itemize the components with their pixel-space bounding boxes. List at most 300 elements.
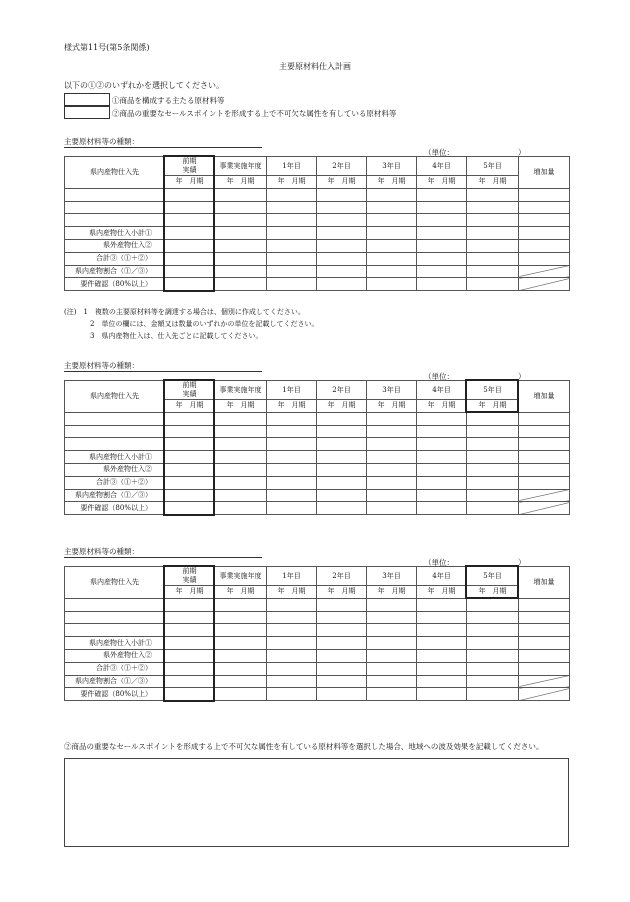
input-cell[interactable] xyxy=(467,412,519,425)
input-cell[interactable] xyxy=(165,489,215,502)
unit-label-close: ） xyxy=(518,372,526,381)
input-cell[interactable] xyxy=(367,502,417,515)
disabled-cell xyxy=(519,278,570,291)
input-cell[interactable] xyxy=(165,502,215,515)
input-cell[interactable] xyxy=(417,675,467,688)
table-row xyxy=(65,412,570,425)
input-cell[interactable] xyxy=(467,438,519,451)
input-cell[interactable] xyxy=(317,425,367,438)
table-row xyxy=(65,675,570,688)
input-cell[interactable] xyxy=(367,438,417,451)
row-label: 要件確認（80%以上） xyxy=(65,502,165,515)
input-cell[interactable] xyxy=(519,438,570,451)
input-cell[interactable] xyxy=(417,425,467,438)
input-cell[interactable] xyxy=(165,412,215,425)
input-cell[interactable] xyxy=(519,252,570,265)
input-cell[interactable] xyxy=(65,611,165,624)
input-cell[interactable] xyxy=(417,252,467,265)
input-cell[interactable] xyxy=(417,502,467,515)
table-row xyxy=(65,502,570,515)
input-cell[interactable] xyxy=(317,214,367,227)
input-cell[interactable] xyxy=(165,214,215,227)
input-cell[interactable] xyxy=(165,649,215,662)
table-row xyxy=(65,662,570,675)
header-year-2: 2年目 xyxy=(317,381,367,400)
input-cell[interactable] xyxy=(519,451,570,464)
input-cell[interactable] xyxy=(65,438,165,451)
input-cell[interactable] xyxy=(267,278,317,291)
input-cell[interactable] xyxy=(417,278,467,291)
input-cell[interactable] xyxy=(417,463,467,476)
input-cell[interactable] xyxy=(317,412,367,425)
input-cell[interactable] xyxy=(417,239,467,252)
input-cell[interactable] xyxy=(519,463,570,476)
input-cell[interactable] xyxy=(367,252,417,265)
header-prev-line1: 前期 xyxy=(182,381,197,389)
input-cell[interactable] xyxy=(317,688,367,701)
input-cell[interactable] xyxy=(417,201,467,214)
input-cell[interactable] xyxy=(267,611,317,624)
input-cell[interactable] xyxy=(165,438,215,451)
row-label: 県内産物割合（①／③） xyxy=(65,265,165,278)
input-cell[interactable] xyxy=(367,239,417,252)
disabled-cell xyxy=(519,688,570,701)
input-cell[interactable] xyxy=(417,662,467,675)
input-cell[interactable] xyxy=(267,438,317,451)
table-row xyxy=(65,425,570,438)
input-cell[interactable] xyxy=(165,598,215,611)
input-cell[interactable] xyxy=(215,278,267,291)
input-cell[interactable] xyxy=(367,624,417,637)
input-cell[interactable] xyxy=(417,688,467,701)
input-cell[interactable] xyxy=(417,412,467,425)
input-cell[interactable] xyxy=(165,624,215,637)
input-cell[interactable] xyxy=(215,214,267,227)
input-cell[interactable] xyxy=(165,662,215,675)
input-cell[interactable] xyxy=(467,252,519,265)
header-supplier: 県内産物仕入先 xyxy=(65,381,165,413)
input-cell[interactable] xyxy=(367,489,417,502)
input-cell[interactable] xyxy=(65,201,165,214)
input-cell[interactable] xyxy=(215,188,267,201)
header-year-1: 1年目 xyxy=(267,381,317,400)
input-cell[interactable] xyxy=(215,438,267,451)
input-cell[interactable] xyxy=(519,476,570,489)
input-cell[interactable] xyxy=(367,188,417,201)
input-cell[interactable] xyxy=(467,649,519,662)
input-cell[interactable] xyxy=(267,637,317,650)
input-cell[interactable] xyxy=(367,214,417,227)
input-cell[interactable] xyxy=(317,227,367,240)
input-cell[interactable] xyxy=(467,662,519,675)
period-cell: 年 月期 xyxy=(417,400,467,413)
input-cell[interactable] xyxy=(267,624,317,637)
input-cell[interactable] xyxy=(165,476,215,489)
input-cell[interactable] xyxy=(267,502,317,515)
period-cell: 年 月期 xyxy=(417,176,467,189)
input-cell[interactable] xyxy=(165,188,215,201)
input-cell[interactable] xyxy=(367,463,417,476)
input-cell[interactable] xyxy=(267,425,317,438)
input-cell[interactable] xyxy=(317,624,367,637)
input-cell[interactable] xyxy=(519,201,570,214)
row-label: 県外産物仕入② xyxy=(65,649,165,662)
table-row xyxy=(65,688,570,701)
period-cell: 年 月期 xyxy=(467,400,519,413)
disabled-cell xyxy=(519,265,570,278)
header-year-3: 3年目 xyxy=(367,157,417,176)
input-cell[interactable] xyxy=(417,438,467,451)
input-cell[interactable] xyxy=(317,188,367,201)
input-cell[interactable] xyxy=(215,201,267,214)
input-cell[interactable] xyxy=(317,438,367,451)
material-type-label: 主要原材料等の種類： xyxy=(64,136,262,148)
input-cell[interactable] xyxy=(215,451,267,464)
input-cell[interactable] xyxy=(467,227,519,240)
header-year-4: 4年目 xyxy=(417,381,467,400)
note-2: 2 単位の欄には、金額又は数量のいずれかの単位を記載してください。 xyxy=(90,320,319,328)
disabled-cell xyxy=(519,675,570,688)
input-cell[interactable] xyxy=(65,598,165,611)
input-cell[interactable] xyxy=(417,489,467,502)
table-row xyxy=(65,624,570,637)
input-cell[interactable] xyxy=(317,675,367,688)
period-cell: 年 月期 xyxy=(267,176,317,189)
input-cell[interactable] xyxy=(367,649,417,662)
table-row xyxy=(65,265,570,278)
row-label: 合計③（①＋②） xyxy=(65,252,165,265)
input-cell[interactable] xyxy=(65,188,165,201)
option1-label: ①商品を構成する主たる原材料等 xyxy=(112,96,225,105)
input-cell[interactable] xyxy=(215,252,267,265)
option2-label: ②商品の重要なセールスポイントを形成する上で不可欠な属性を有している原材料等 xyxy=(112,109,397,118)
input-cell[interactable] xyxy=(215,598,267,611)
table-row xyxy=(65,649,570,662)
input-cell[interactable] xyxy=(519,637,570,650)
option1-checkbox[interactable] xyxy=(64,93,110,106)
input-cell[interactable] xyxy=(165,425,215,438)
input-cell[interactable] xyxy=(519,611,570,624)
header-year-2: 2年目 xyxy=(317,567,367,586)
purchase-plan-table xyxy=(64,156,570,291)
input-cell[interactable] xyxy=(215,611,267,624)
input-cell[interactable] xyxy=(519,239,570,252)
row-label: 合計③（①＋②） xyxy=(65,476,165,489)
input-cell[interactable] xyxy=(165,252,215,265)
table-row xyxy=(65,438,570,451)
input-cell[interactable] xyxy=(367,201,417,214)
input-cell[interactable] xyxy=(165,201,215,214)
input-cell[interactable] xyxy=(317,451,367,464)
input-cell[interactable] xyxy=(417,649,467,662)
period-cell: 年 月期 xyxy=(215,400,267,413)
input-cell[interactable] xyxy=(165,675,215,688)
unit-label-open: （単位： xyxy=(424,148,454,157)
header-impl-year: 事業実施年度 xyxy=(215,381,267,400)
input-cell[interactable] xyxy=(267,265,317,278)
table-row xyxy=(65,239,570,252)
input-cell[interactable] xyxy=(519,412,570,425)
material-type-label: 主要原材料等の種類： xyxy=(64,360,262,372)
header-year-5: 5年目 xyxy=(467,381,519,400)
input-cell[interactable] xyxy=(267,239,317,252)
period-cell: 年 月期 xyxy=(267,586,317,599)
input-cell[interactable] xyxy=(467,278,519,291)
input-cell[interactable] xyxy=(267,489,317,502)
input-cell[interactable] xyxy=(317,252,367,265)
unit-label-open: （単位： xyxy=(424,558,454,567)
input-cell[interactable] xyxy=(65,624,165,637)
header-supplier: 県内産物仕入先 xyxy=(65,567,165,599)
input-cell[interactable] xyxy=(215,649,267,662)
regional-effect-textarea[interactable] xyxy=(64,758,569,847)
row-label: 要件確認（80%以上） xyxy=(65,278,165,291)
input-cell[interactable] xyxy=(317,662,367,675)
purchase-plan-table xyxy=(64,380,570,515)
period-cell: 年 月期 xyxy=(467,176,519,189)
input-cell[interactable] xyxy=(65,412,165,425)
input-cell[interactable] xyxy=(367,412,417,425)
input-cell[interactable] xyxy=(317,265,367,278)
input-cell[interactable] xyxy=(267,188,317,201)
input-cell[interactable] xyxy=(417,598,467,611)
input-cell[interactable] xyxy=(267,252,317,265)
input-cell[interactable] xyxy=(519,425,570,438)
input-cell[interactable] xyxy=(467,451,519,464)
header-year-4: 4年目 xyxy=(417,157,467,176)
table-row xyxy=(65,637,570,650)
input-cell[interactable] xyxy=(215,637,267,650)
period-cell: 年 月期 xyxy=(417,586,467,599)
input-cell[interactable] xyxy=(267,463,317,476)
input-cell[interactable] xyxy=(267,649,317,662)
input-cell[interactable] xyxy=(367,425,417,438)
input-cell[interactable] xyxy=(367,265,417,278)
header-year-3: 3年目 xyxy=(367,381,417,400)
input-cell[interactable] xyxy=(267,675,317,688)
table-row xyxy=(65,188,570,201)
input-cell[interactable] xyxy=(519,624,570,637)
row-label: 要件確認（80%以上） xyxy=(65,688,165,701)
unit-label-close: ） xyxy=(518,148,526,157)
input-cell[interactable] xyxy=(267,688,317,701)
document-title: 主要原材料仕入計画 xyxy=(279,62,351,71)
input-cell[interactable] xyxy=(519,649,570,662)
header-impl-year: 事業実施年度 xyxy=(215,567,267,586)
header-prev-line2: 実績 xyxy=(182,166,197,174)
input-cell[interactable] xyxy=(317,476,367,489)
unit-label-close: ） xyxy=(518,558,526,567)
period-cell: 年 月期 xyxy=(165,400,215,413)
period-cell: 年 月期 xyxy=(317,586,367,599)
table-row xyxy=(65,201,570,214)
input-cell[interactable] xyxy=(267,412,317,425)
row-label: 県外産物仕入② xyxy=(65,239,165,252)
period-cell: 年 月期 xyxy=(165,176,215,189)
input-cell[interactable] xyxy=(215,662,267,675)
row-label: 県外産物仕入② xyxy=(65,463,165,476)
input-cell[interactable] xyxy=(215,624,267,637)
input-cell[interactable] xyxy=(267,598,317,611)
input-cell[interactable] xyxy=(165,688,215,701)
input-cell[interactable] xyxy=(467,214,519,227)
input-cell[interactable] xyxy=(367,227,417,240)
input-cell[interactable] xyxy=(467,598,519,611)
input-cell[interactable] xyxy=(519,598,570,611)
input-cell[interactable] xyxy=(65,214,165,227)
header-year-1: 1年目 xyxy=(267,567,317,586)
input-cell[interactable] xyxy=(215,489,267,502)
input-cell[interactable] xyxy=(467,476,519,489)
input-cell[interactable] xyxy=(467,611,519,624)
input-cell[interactable] xyxy=(467,688,519,701)
input-cell[interactable] xyxy=(417,214,467,227)
input-cell[interactable] xyxy=(417,611,467,624)
input-cell[interactable] xyxy=(467,425,519,438)
input-cell[interactable] xyxy=(215,239,267,252)
input-cell[interactable] xyxy=(417,188,467,201)
row-label: 県内産物仕入小計① xyxy=(65,227,165,240)
input-cell[interactable] xyxy=(417,476,467,489)
input-cell[interactable] xyxy=(267,201,317,214)
input-cell[interactable] xyxy=(467,463,519,476)
input-cell[interactable] xyxy=(165,227,215,240)
input-cell[interactable] xyxy=(367,451,417,464)
header-prev xyxy=(165,381,215,400)
input-cell[interactable] xyxy=(317,278,367,291)
input-cell[interactable] xyxy=(467,502,519,515)
input-cell[interactable] xyxy=(215,265,267,278)
input-cell[interactable] xyxy=(417,624,467,637)
purchase-plan-table xyxy=(64,566,570,701)
input-cell[interactable] xyxy=(317,637,367,650)
input-cell[interactable] xyxy=(417,451,467,464)
input-cell[interactable] xyxy=(467,265,519,278)
input-cell[interactable] xyxy=(267,662,317,675)
table-row xyxy=(65,252,570,265)
input-cell[interactable] xyxy=(367,675,417,688)
input-cell[interactable] xyxy=(367,637,417,650)
form-number: 様式第11号(第5条関係) xyxy=(64,43,150,52)
input-cell[interactable] xyxy=(367,611,417,624)
input-cell[interactable] xyxy=(65,425,165,438)
header-prev-line1: 前期 xyxy=(182,157,197,165)
selection-instruction: 以下の①②のいずれかを選択してください。 xyxy=(64,81,224,90)
input-cell[interactable] xyxy=(519,188,570,201)
period-cell: 年 月期 xyxy=(317,176,367,189)
input-cell[interactable] xyxy=(317,649,367,662)
table-row xyxy=(65,451,570,464)
input-cell[interactable] xyxy=(467,188,519,201)
input-cell[interactable] xyxy=(467,624,519,637)
input-cell[interactable] xyxy=(317,239,367,252)
input-cell[interactable] xyxy=(267,451,317,464)
header-prev xyxy=(165,157,215,176)
header-year-5: 5年目 xyxy=(467,157,519,176)
input-cell[interactable] xyxy=(215,425,267,438)
input-cell[interactable] xyxy=(317,598,367,611)
header-supplier: 県内産物仕入先 xyxy=(65,157,165,189)
table-row xyxy=(65,463,570,476)
header-impl-year: 事業実施年度 xyxy=(215,157,267,176)
input-cell[interactable] xyxy=(417,637,467,650)
input-cell[interactable] xyxy=(317,463,367,476)
input-cell[interactable] xyxy=(215,227,267,240)
unit-label-open: （単位： xyxy=(424,372,454,381)
input-cell[interactable] xyxy=(417,227,467,240)
input-cell[interactable] xyxy=(215,502,267,515)
input-cell[interactable] xyxy=(367,688,417,701)
input-cell[interactable] xyxy=(317,489,367,502)
disabled-cell xyxy=(519,489,570,502)
row-label: 県内産物仕入小計① xyxy=(65,451,165,464)
input-cell[interactable] xyxy=(267,214,317,227)
table-row xyxy=(65,214,570,227)
input-cell[interactable] xyxy=(215,675,267,688)
input-cell[interactable] xyxy=(519,214,570,227)
input-cell[interactable] xyxy=(165,637,215,650)
notes xyxy=(64,306,318,342)
input-cell[interactable] xyxy=(165,265,215,278)
input-cell[interactable] xyxy=(165,451,215,464)
period-cell: 年 月期 xyxy=(367,400,417,413)
period-cell: 年 月期 xyxy=(317,400,367,413)
input-cell[interactable] xyxy=(467,239,519,252)
input-cell[interactable] xyxy=(165,463,215,476)
header-increase: 増加量 xyxy=(519,567,570,599)
input-cell[interactable] xyxy=(215,463,267,476)
input-cell[interactable] xyxy=(467,675,519,688)
period-cell: 年 月期 xyxy=(267,400,317,413)
input-cell[interactable] xyxy=(165,611,215,624)
input-cell[interactable] xyxy=(367,476,417,489)
input-cell[interactable] xyxy=(215,476,267,489)
input-cell[interactable] xyxy=(367,598,417,611)
input-cell[interactable] xyxy=(215,688,267,701)
input-cell[interactable] xyxy=(267,227,317,240)
input-cell[interactable] xyxy=(519,227,570,240)
input-cell[interactable] xyxy=(215,412,267,425)
input-cell[interactable] xyxy=(317,201,367,214)
header-prev-line1: 前期 xyxy=(182,567,197,575)
input-cell[interactable] xyxy=(467,201,519,214)
input-cell[interactable] xyxy=(417,265,467,278)
header-increase: 増加量 xyxy=(519,157,570,189)
header-prev xyxy=(165,567,215,586)
header-prev-line2: 実績 xyxy=(182,576,197,584)
input-cell[interactable] xyxy=(317,611,367,624)
material-type-label: 主要原材料等の種類： xyxy=(64,546,262,558)
option2-checkbox[interactable] xyxy=(64,106,110,119)
input-cell[interactable] xyxy=(165,278,215,291)
row-label: 県内産物割合（①／③） xyxy=(65,489,165,502)
period-cell: 年 月期 xyxy=(165,586,215,599)
header-increase: 増加量 xyxy=(519,381,570,413)
input-cell[interactable] xyxy=(367,662,417,675)
table-row xyxy=(65,476,570,489)
input-cell[interactable] xyxy=(367,278,417,291)
input-cell[interactable] xyxy=(519,662,570,675)
input-cell[interactable] xyxy=(267,476,317,489)
input-cell[interactable] xyxy=(467,637,519,650)
input-cell[interactable] xyxy=(165,239,215,252)
header-year-1: 1年目 xyxy=(267,157,317,176)
period-cell: 年 月期 xyxy=(367,586,417,599)
input-cell[interactable] xyxy=(317,502,367,515)
table-row xyxy=(65,278,570,291)
header-year-4: 4年目 xyxy=(417,567,467,586)
input-cell[interactable] xyxy=(467,489,519,502)
